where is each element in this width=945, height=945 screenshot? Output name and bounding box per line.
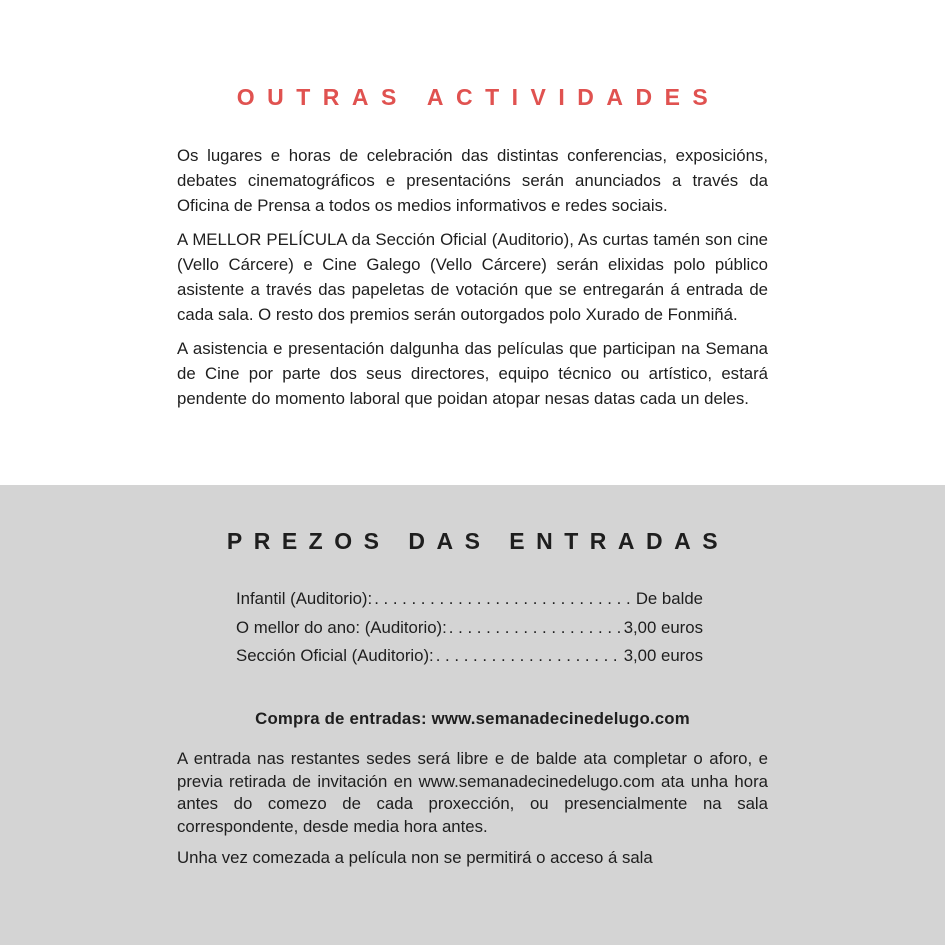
price-row-mellor-do-ano [236, 618, 703, 647]
prices-heading: PREZOS DAS ENTRADAS [226, 528, 730, 554]
activities-heading: OUTRAS ACTIVIDADES [236, 84, 721, 110]
activities-paragraph-1: Os lugares e horas de celebración das distintas conferencias, exposicións, debates cinematográficos e presentacións serán anunciados a través da Oficina de Prensa a todos os medios informativos e redes sociais. [177, 146, 768, 215]
price-row-seccion-oficial [236, 646, 703, 675]
price-label: Sección Oficial (Auditorio): [236, 646, 434, 665]
activities-text [177, 143, 768, 420]
dot-leader [449, 618, 622, 638]
entry-paragraph-1: A entrada nas restantes sedes será libre e de balde ata completar o aforo, e previa retirada de invitación en www.semanadecinedelugo.com ata unha hora antes do comezo de cada proxección, ou presencialmente na sala correspondente, desde media hora antes. [177, 749, 768, 836]
price-row-infantil [236, 589, 703, 618]
price-value: 3,00 euros [623, 646, 703, 665]
price-label: Infantil (Auditorio): [236, 589, 373, 608]
price-label: O mellor do ano: (Auditorio): [236, 617, 447, 637]
price-list [236, 589, 703, 675]
dot-leader [374, 589, 634, 609]
activities-paragraph-2: A MELLOR PELÍCULA da Sección Oficial (Auditorio), As curtas tamén son cine (Vello Cárcere) e Cine Galego (Vello Cárcere) serán elixidas polo público asistente a través das papeletas de votación que se entregarán á entrada de cada sala. O resto dos premios serán outorgados polo Xurado de Fonmiñá. [177, 230, 768, 324]
price-value: De balde [635, 589, 703, 608]
entry-paragraph-2: Unha vez comezada a película non se permitirá o acceso á sala [177, 848, 653, 867]
prices-text [177, 748, 768, 879]
ticket-purchase-line: Compra de entradas: www.semanadecinedelugo.com [255, 709, 690, 728]
price-value: 3,00 euros [623, 617, 703, 637]
prices-section [0, 485, 945, 945]
dot-leader [436, 646, 622, 666]
activities-paragraph-3: A asistencia e presentación dalgunha das películas que participan na Semana de Cine por parte dos seus directores, equipo técnico ou artístico, estará pendente do momento laboral que poidan atopar nesas datas cada un deles. [177, 339, 768, 408]
